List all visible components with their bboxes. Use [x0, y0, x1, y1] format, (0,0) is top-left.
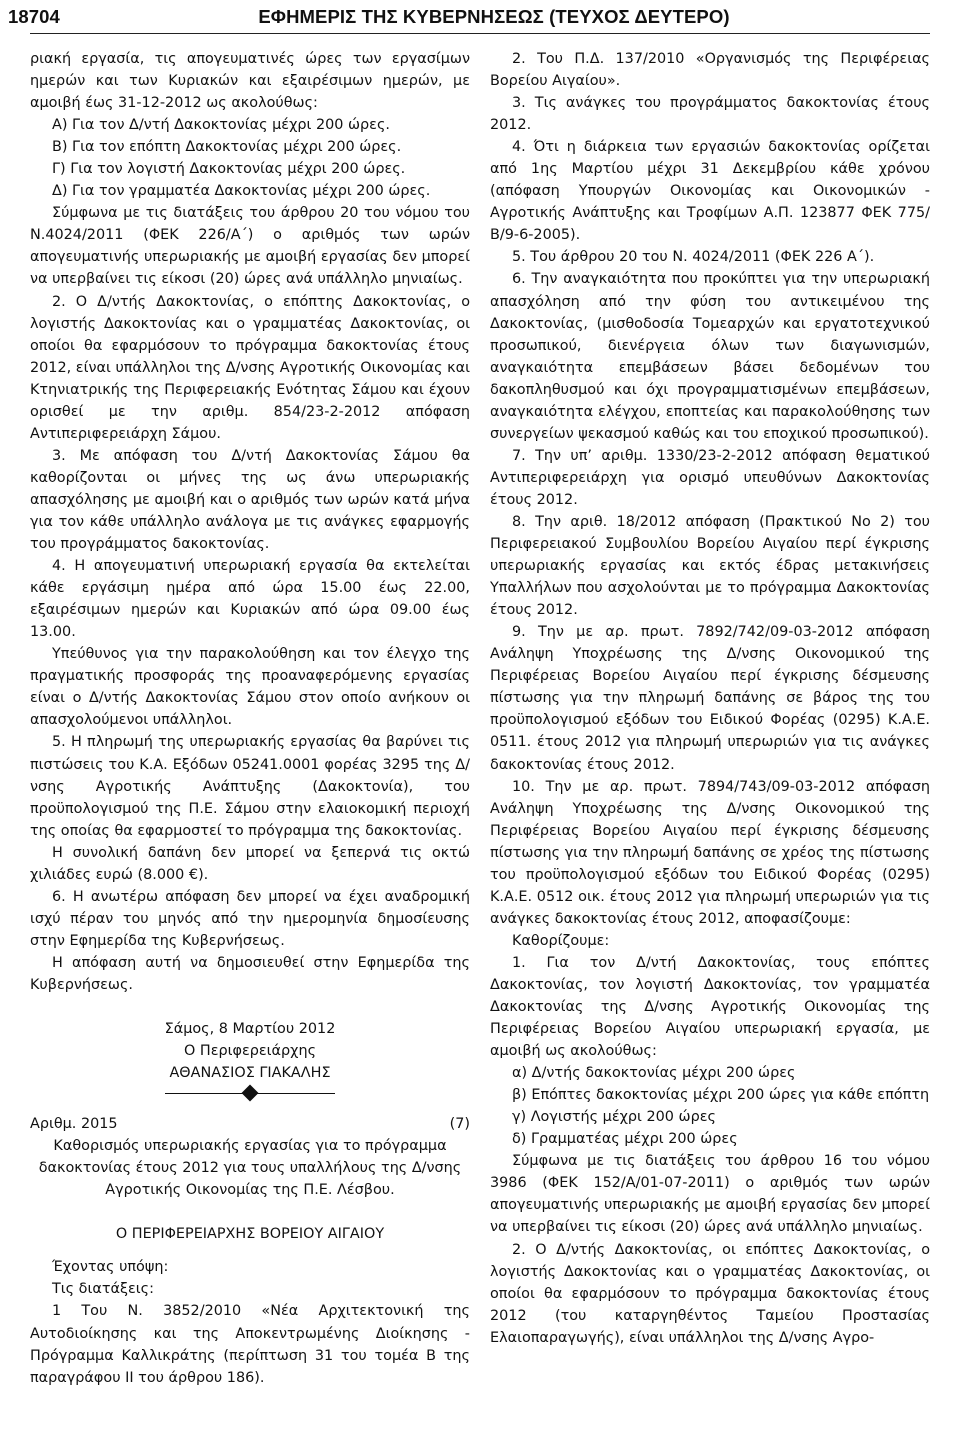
list-item: γ) Λογιστής μέχρι 200 ώρες	[512, 1109, 716, 1126]
list-item: α) Δ/ντής δακοκτονίας μέχρι 200 ώρες	[512, 1065, 796, 1082]
decision-number-line	[30, 1113, 470, 1135]
decision-sequence: (7)	[449, 1116, 470, 1133]
provisions-label: Τις διατάξεις:	[52, 1281, 154, 1298]
paragraph: 5. Η πληρωμή της υπερωριακής εργασίας θα βαρύνει τις πιστώσεις του Κ.Α. Εξόδων 05241.0001 φορέας 3295 της Δ/νσης Αγροτικής Ανάπτυξης (Δακοκτονία), του προϋπολογισμού της Π.Ε. Σάμου στην ελαιοκομική περιοχή της οποίας θα εφαρμοστεί το πρόγραμμα της δακοκτονίας.	[30, 734, 470, 839]
list-item: δ) Γραμματέας μέχρι 200 ώρες	[512, 1131, 738, 1148]
consideration-item: 5. Του άρθρου 20 του Ν. 4024/2011 (ΦΕΚ 226 Α΄).	[512, 249, 875, 266]
sign-role: Ο Περιφερειάρχης	[183, 1043, 317, 1060]
list-item: Α) Για τον Δ/ντή Δακοκτονίας μέχρι 200 ώρες.	[52, 117, 390, 134]
paragraph: Υπεύθυνος για την παρακολούθηση και τον έλεγχο της πραγματικής προσφοράς της προαναφερόμενης εργασίας είναι ο Δ/ντής Δακοκτονίας Σάμου στον οποίο ανήκουν οι απασχολούμενοι υπάλληλοι.	[30, 646, 470, 729]
consideration-item: 3. Τις ανάγκες του προγράμματος δακοκτονίας έτους 2012.	[490, 95, 930, 134]
list-item: Δ) Για τον γραμματέα Δακοκτονίας μέχρι 200 ώρες.	[52, 183, 431, 200]
consideration-item: 4. Ότι η διάρκεια των εργασιών δακοκτονίας ορίζεται από 1ης Μαρτίου μέχρι 31 Δεκεμβρίου κάθε χρόνου (απόφαση Υπουργών Οικονομίας και Οικονομικών - Αγροτικής Ανάπτυξης και Τροφίμων Α.Π. 123877 ΦΕΚ 775/Β/9-6-2005).	[490, 139, 930, 244]
sign-place-date: Σάμος, 8 Μαρτίου 2012	[164, 1021, 336, 1038]
paragraph: 2. Ο Δ/ντής Δακοκτονίας, οι επόπτες Δακοκτονίας, ο λογιστής Δακοκτονίας και ο γραμματέας Δακοκτονίας, οι οποίοι θα εφαρμόσουν το πρόγραμμα δακοκτονίας έτους 2012 (του καταργηθέντος Ταμείου Προστασίας Ελαιοπαραγωγής), είναι υπάλληλοι της Δ/νσης Αγρο-	[490, 1241, 930, 1346]
decision-number: Αριθμ. 2015	[30, 1116, 118, 1133]
consideration-item: 6. Την αναγκαιότητα που προκύπτει για την υπερωριακή απασχόληση από την φύση του αντικειμένου της Δακοκτονίας, (μισθοδοσία Τομεαρχών και εργατοτεχνικού προσωπικού, διενέργεια όλων των διαγωνισμών, αναγκαιότητα επεμβάσεων βάσει δεδομένων του δακοπληθυσμού και όχι προγραμματισμένων επεμβάσεων, αναγκαιότητα ελέγχου, εποπτείας και παρακολούθησης των συνεργείων ψεκασμού καθώς και του εποχικού προσωπικού).	[490, 271, 930, 442]
page-number: 18704	[8, 5, 60, 27]
diamond-icon	[242, 1085, 259, 1102]
list-item: β) Επόπτες δακοκτονίας μέχρι 200 ώρες για κάθε επόπτη	[512, 1087, 930, 1104]
sign-name: ΑΘΑΝΑΣΙΟΣ ΓΙΑΚΑΛΗΣ	[169, 1065, 331, 1082]
consideration-item: 8. Την αριθ. 18/2012 απόφαση (Πρακτικού Νο 2) του Περιφερειακού Συμβουλίου Βορείου Αιγαίου περί έγκρισης υπερωριακής εργασίας και εκτός έδρας μετακινήσεις Υπαλλήλων που ασχολούνται με το πρόγραμμα Δακοκτονίας έτους 2012.	[490, 513, 930, 619]
consideration-item: 1 Του Ν. 3852/2010 «Νέα Αρχιτεκτονική της Αυτοδιοίκησης και της Αποκεντρωμένης Διοίκησης - Πρόγραμμα Καλλικράτης (περίπτωση 31 του τομέα Β της παραγράφου ΙΙ του άρθρου 186).	[30, 1303, 470, 1386]
list-item: Γ) Για τον λογιστή Δακοκτονίας μέχρι 200 ώρες.	[52, 161, 406, 178]
page-header	[8, 0, 930, 34]
paragraph: 2. Ο Δ/ντής Δακοκτονίας, ο επόπτης Δακοκτονίας, ο λογιστής Δακοκτονίας και ο γραμματέας Δακοκτονίας, οι οποίοι θα εφαρμόσουν το πρόγραμμα δακοκτονίας έτους 2012, είναι υπάλληλοι της Δ/νσης Αγροτικής Οικονομίας και Κτηνιατρικής της Περιφερειακής Ενότητας Σάμου και έχουν ορισθεί με την αριθμ. 854/23-2-2012 απόφαση Αντιπεριφερειάρχη Σάμου.	[30, 293, 470, 442]
paragraph: Η συνολική δαπάνη δεν μπορεί να ξεπερνά τις οκτώ χιλιάδες ευρώ (8.000 €).	[30, 844, 470, 883]
spacer	[30, 1201, 470, 1223]
consideration-item: 2. Του Π.Δ. 137/2010 «Οργανισμός της Περιφέρειας Βορείου Αιγαίου».	[490, 51, 930, 90]
paragraph: ριακή εργασία, τις απογευματινές ώρες των εργασίμων ημερών και των Κυριακών και εξαιρέσιμων ημερών, με αμοιβή έως 31-12-2012 ως ακολούθως:	[30, 51, 470, 112]
paragraph: 3. Με απόφαση του Δ/ντή Δακοκτονίας Σάμου θα καθορίζονται οι μήνες της ως άνω υπερωριακής απασχόλησης με αμοιβή και ο αριθμός των ωρών κατά μήνα για τον κάθε υπάλληλο ανάλογα με τις ανάγκες εφαρμογής του προγράμματος δακοκτονίας.	[30, 447, 470, 553]
spacer	[30, 1102, 470, 1113]
consideration-item: 7. Την υπ’ αριθμ. 1330/23-2-2012 απόφαση θεματικού Αντιπεριφερειάρχη για ορισμό υπευθύνων Δακοκτονίας έτους 2012.	[490, 447, 930, 508]
paragraph: Η απόφαση αυτή να δημοσιευθεί στην Εφημερίδα της Κυβερνήσεως.	[30, 954, 470, 993]
gazette-title: ΕΦΗΜΕΡΙΣ ΤΗΣ ΚΥΒΕΡΝΗΣΕΩΣ (ΤΕΥΧΟΣ ΔΕΥΤΕΡΟ)	[258, 5, 730, 27]
paragraph: Σύμφωνα με τις διατάξεις του άρθρου 16 του νόμου 3986 (ΦΕΚ 152/Α/01-07-2011) ο αριθμός των ωρών απογευματινής υπερωριακής με αμοιβή εργασίας δεν μπορεί να υπερβαίνει τις είκοσι (20) ώρες ανά υπάλληλο μηνιαίως.	[490, 1153, 930, 1236]
issuing-authority: Ο ΠΕΡΙΦΕΡΕΙΑΡΧΗΣ ΒΟΡΕΙΟΥ ΑΙΓΑΙΟΥ	[115, 1226, 385, 1243]
consideration-item: 10. Την με αρ. πρωτ. 7894/743/09-03-2012 απόφαση Ανάληψη Υποχρέωσης της Δ/νσης Οικονομικού της Περιφέρειας Βορείου Αιγαίου περί έγκρισης δέσμευσης πίστωσης για την πληρωμή δαπάνης σε χρέος της πίστωσης του προϋπολογισμού εξόδων του Ειδικού Φορέας (0295) Κ.Α.Ε. 0512 οικ. έτους 2012 για πληρωμή υπερωριών για τις ανάγκες δακοκτονίας έτους 2012, αποφασίζουμε:	[490, 778, 930, 927]
spacer	[30, 996, 470, 1018]
having-regard-label: Έχοντας υπόψη:	[52, 1259, 169, 1276]
paragraph: 4. Η απογευματινή υπερωριακή εργασία θα εκτελείται κάθε εργάσιμη ημέρα από ώρα 15.00 έως 22.00, εξαιρέσιμων ημερών και Κυριακών από ώρα 09.00 έως 13.00.	[30, 558, 470, 641]
list-item: Β) Για τον επόπτη Δακοκτονίας μέχρι 200 ώρες.	[52, 139, 402, 156]
body-columns	[30, 48, 930, 1389]
section-separator	[165, 1086, 335, 1102]
paragraph: 6. Η ανωτέρω απόφαση δεν μπορεί να έχει αναδρομική ισχύ πέραν του μηνός από την ημερομηνία δημοσίευσης στην Εφημερίδα της Κυβερνήσεως.	[30, 888, 470, 949]
spacer	[30, 1245, 470, 1256]
paragraph: 1. Για τον Δ/ντή Δακοκτονίας, τους επόπτες Δακοκτονίας, τον λογιστή Δακοκτονίας, τον γραμματέα Δακοκτονίας της Δ/νσης Αγροτικής Οικονομίας της Περιφέρειας Βορείου Αιγαίου υπερωριακή εργασία, με αμοιβή ως ακολούθως:	[490, 954, 930, 1060]
paragraph: Σύμφωνα με τις διατάξεις του άρθρου 20 του νόμου του Ν.4024/2011 (ΦΕΚ 226/Α΄) ο αριθμός των ωρών απογευματινής υπερωριακής με αμοιβή εργασίας δεν μπορεί να υπερβαίνει τις είκοσι (20) ώρες ανά υπάλληλο μηνιαίως.	[30, 205, 470, 288]
left-column	[30, 48, 470, 1389]
decision-title: Καθορισμός υπερωριακής εργασίας για το πρόγραμμα δακοκτονίας έτους 2012 για τους υπαλλήλους της Δ/νσης Αγροτικής Οικονομίας της Π.Ε. Λέσβου.	[38, 1138, 462, 1199]
consideration-item: 9. Την με αρ. πρωτ. 7892/742/09-03-2012 απόφαση Ανάληψη Υποχρέωσης της Δ/νσης Οικονομικού της Περιφέρειας Βορείου Αιγαίου περί έγκρισης δέσμευσης πίστωσης για την πληρωμή δαπάνης σε βάρος της του προϋπολογισμού εξόδων του Ειδικού Φορέας (0295) Κ.Α.Ε. 0511. έτους 2012 για πληρωμή υπερωριών για τις ανάγκες δακοκτονίας έτους 2012.	[490, 624, 930, 773]
right-column	[490, 48, 930, 1389]
determine-label: Καθορίζουμε:	[512, 932, 610, 949]
